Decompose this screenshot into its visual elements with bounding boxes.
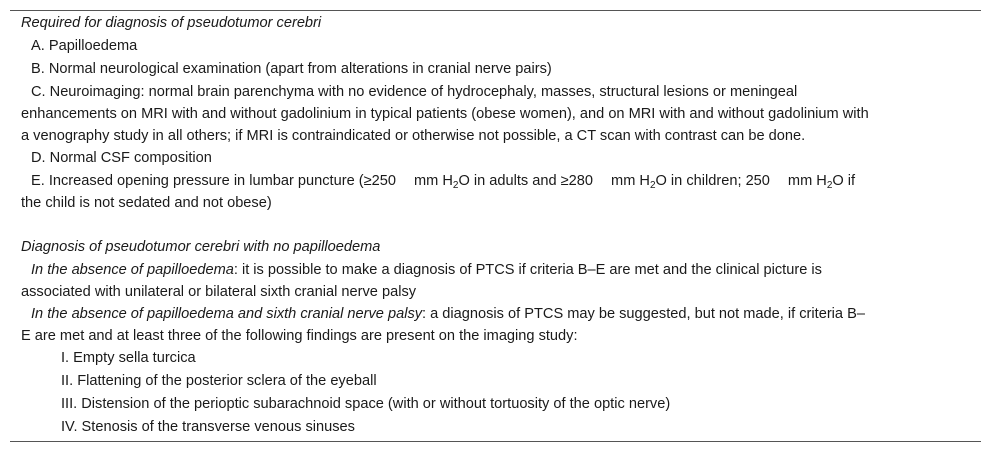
criterion-e-unit-a: mm H — [413, 173, 453, 189]
no-papilloedema-rest: : it is possible to make a diagnosis of PTCS if criteria B–E are met and the clinical picture is — [233, 262, 822, 278]
subscript-2: 2 — [452, 180, 459, 191]
no-palsy-line1 — [31, 305, 865, 323]
criterion-e-part3: O in children; 250 — [655, 173, 770, 189]
criterion-d: D. Normal CSF composition — [31, 150, 212, 166]
section2-heading: Diagnosis of pseudotumor cerebri with no papilloedema — [21, 239, 381, 255]
criterion-c-line1: C. Neuroimaging: normal brain parenchyma with no evidence of hydrocephaly, masses, structural lesions or meningeal — [31, 84, 798, 100]
criterion-c-line2: enhancements on MRI with and without gadolinium in typical patients (obese women), and on MRI with and without gadolinium with — [21, 106, 869, 122]
no-palsy-rest: : a diagnosis of PTCS may be suggested, but not made, if criteria B– — [422, 306, 865, 322]
imaging-finding-3: III. Distension of the perioptic subarachnoid space (with or without tortuosity of the optic nerve) — [61, 396, 671, 412]
criterion-e-part2: O in adults and ≥280 — [458, 173, 594, 189]
criterion-e-part4: O if — [832, 173, 856, 189]
no-papilloedema-line1 — [31, 261, 822, 279]
criterion-e-unit-b: mm H — [611, 173, 650, 189]
imaging-finding-2: II. Flattening of the posterior sclera of the eyeball — [61, 373, 377, 389]
criterion-c-line3: a venography study in all others; if MRI is contraindicated or otherwise not possible, a CT scan with contrast can be done. — [21, 128, 806, 144]
criterion-b: B. Normal neurological examination (apart from alterations in cranial nerve pairs) — [31, 61, 552, 77]
no-palsy-italic: In the absence of papilloedema and sixth cranial nerve palsy — [31, 306, 423, 322]
no-papilloedema-italic: In the absence of papilloedema — [31, 262, 234, 278]
criterion-e-unit-c: mm H — [787, 173, 827, 189]
section1-heading: Required for diagnosis of pseudotumor cerebri — [21, 15, 322, 31]
subscript-2: 2 — [826, 180, 833, 191]
criterion-a: A. Papilloedema — [31, 38, 138, 54]
criterion-e-line2: the child is not sedated and not obese) — [21, 195, 272, 211]
subscript-2: 2 — [649, 180, 656, 191]
imaging-finding-4: IV. Stenosis of the transverse venous sinuses — [61, 419, 355, 435]
no-palsy-line2: E are met and at least three of the following findings are present on the imaging study: — [21, 328, 578, 344]
criterion-e-line1 — [31, 172, 855, 190]
criterion-e-part1: E. Increased opening pressure in lumbar puncture (≥250 — [31, 173, 396, 189]
no-papilloedema-line2: associated with unilateral or bilateral sixth cranial nerve palsy — [21, 284, 417, 300]
imaging-finding-1: I. Empty sella turcica — [61, 350, 196, 366]
